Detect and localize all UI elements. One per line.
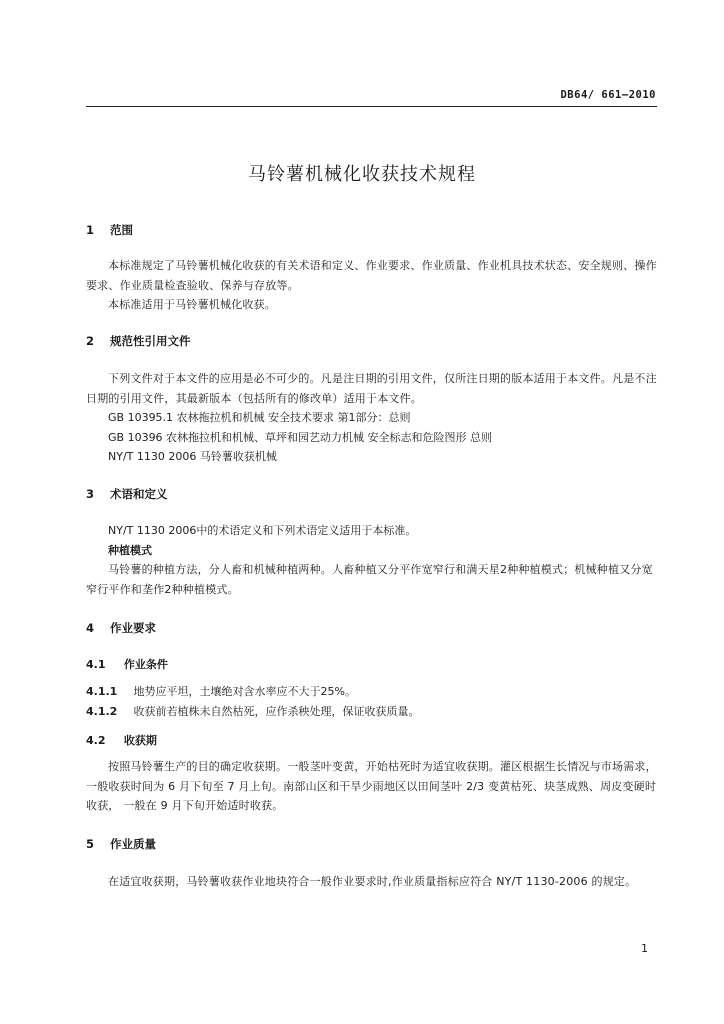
section-title: 作业要求 xyxy=(110,621,157,635)
subsection-title: 作业条件 xyxy=(123,658,168,671)
section-title: 术语和定义 xyxy=(110,487,168,501)
section-5-paragraph: 在适宜收获期，马铃薯收获作业地块符合一般作业要求时,作业质量指标应符合 NY/T 1130-2006 的规定。 xyxy=(108,875,637,888)
document-code: DB64/ 661—2010 xyxy=(560,89,656,101)
subsection-title: 收获期 xyxy=(123,734,157,747)
clause-item xyxy=(86,703,420,719)
reference-item: NY/T 1130 2006 马铃薯收获机械 xyxy=(108,450,277,463)
subsection-4-1-heading xyxy=(86,656,168,672)
clause-text: 收获前若植株未自然枯死，应作杀秧处理，保证收获质量。 xyxy=(133,705,420,718)
document-title: 马铃薯机械化收获技术规程 xyxy=(248,164,476,185)
page-number: 1 xyxy=(641,942,648,955)
section-1-paragraph-1: 本标准规定了马铃薯机械化收获的有关术语和定义、作业要求、作业质量、作业机具技术状态、安全规则、操作要求、作业质量检查验收、保养与存放等。 xyxy=(86,259,657,292)
section-title: 作业质量 xyxy=(110,837,157,851)
term-definition: 马铃薯的种植方法，分人畜和机械种植两种。人畜种植又分平作宽窄行和满天星2种种植模式；机械种植又分宽窄行平作和垄作2种种植模式。 xyxy=(86,563,653,596)
section-1-paragraph-2: 本标准适用于马铃薯机械化收获。 xyxy=(108,298,276,311)
clause-item xyxy=(86,683,356,699)
section-number: 2 xyxy=(86,334,95,348)
section-number: 4 xyxy=(86,621,95,635)
subsection-number: 4.2 xyxy=(86,734,106,747)
section-number: 3 xyxy=(86,487,95,501)
term-name: 种植模式 xyxy=(108,544,152,557)
subsection-4-2-paragraph: 按照马铃薯生产的目的确定收获期。一般茎叶变黄，开始枯死时为适宜收获期。灌区根据生长情况与市场需求，一般收获时间为 6 月下旬至 7 月上旬。南部山区和干旱少雨地区以田间茎叶 2/3 变黄枯死、块茎成熟、周皮变硬时收获， 一般在 9 月下旬开始适时收获。 xyxy=(86,760,657,812)
terms-intro: NY/T 1130 2006中的术语定义和下列术语定义适用于本标准。 xyxy=(108,524,417,537)
section-3-heading xyxy=(86,486,168,502)
section-5-heading xyxy=(86,836,156,852)
section-number: 1 xyxy=(86,223,95,237)
section-title: 规范性引用文件 xyxy=(110,334,191,348)
section-2-paragraph: 下列文件对于本文件的应用是必不可少的。凡是注日期的引用文件，仅所注日期的版本适用于本文件。凡是不注日期的引用文件，其最新版本（包括所有的修改单）适用于本文件。 xyxy=(86,372,657,405)
reference-item: GB 10395.1 农林拖拉机和机械 安全技术要求 第1部分：总则 xyxy=(108,411,411,424)
clause-number: 4.1.1 xyxy=(86,685,118,698)
section-title: 范围 xyxy=(110,223,134,237)
clause-number: 4.1.2 xyxy=(86,705,118,718)
subsection-4-2-heading xyxy=(86,732,157,748)
header-rule xyxy=(86,106,657,107)
clause-text: 地势应平坦，土壤绝对含水率应不大于25%。 xyxy=(133,685,356,698)
reference-item: GB 10396 农林拖拉机和机械、草坪和园艺动力机械 安全标志和危险图形 总则 xyxy=(108,431,493,444)
section-1-heading xyxy=(86,222,133,238)
section-number: 5 xyxy=(86,837,95,851)
section-4-heading xyxy=(86,620,156,636)
subsection-number: 4.1 xyxy=(86,658,106,671)
section-2-heading xyxy=(86,333,191,349)
